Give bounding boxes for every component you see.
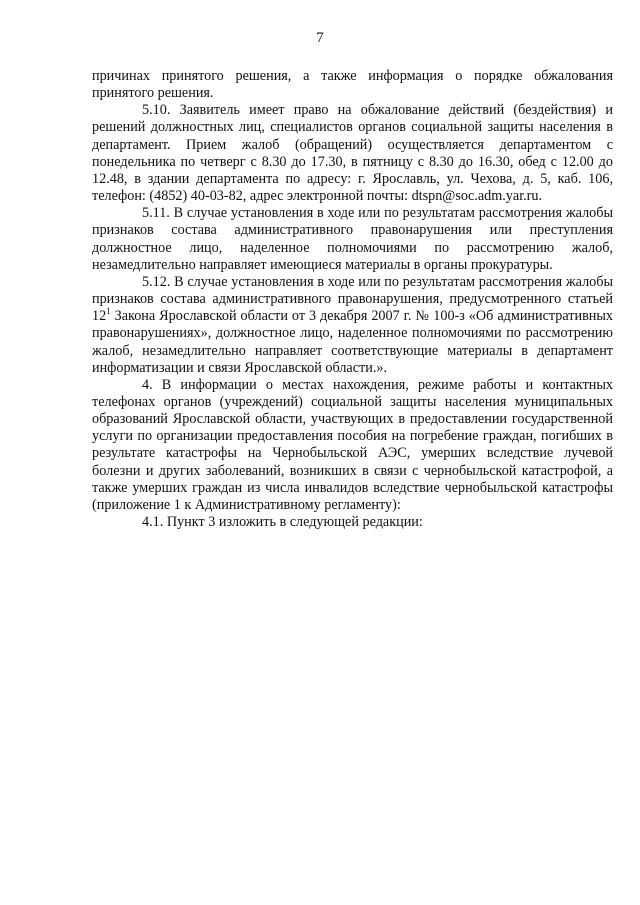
paragraph-4-1: 4.1. Пункт 3 изложить в следующей редакции: <box>142 514 423 531</box>
paragraph-5-12-text-after: Закона Ярославской области от 3 декабря 2007 г. № 100-з «Об административных правонарушениях», должностное лицо, наделенное полномочиями по рассмотрению жалоб, незамедлительно направляет соответствующие материалы в департамент информатизации и связи Ярославской области.». <box>92 308 613 376</box>
paragraph-5-12-text-before: 5.12. В случае установления в ходе или по результатам рассмотрения жалобы признаков состава административного правонарушения, предусмотренного статьей 12 <box>92 273 613 325</box>
paragraph-5-12 <box>92 274 613 377</box>
page-number: 7 <box>316 30 324 46</box>
document-body <box>92 68 613 531</box>
paragraph-4: 4. В информации о местах нахождения, режиме работы и контактных телефонах органов (учреждений) социальной защиты населения муниципальных образований Ярославской области, участвующих в предоставлении государственной услуги по организации предоставления пособия на погребение граждан, погибших в результате катастрофы на Чернобыльской АЭС, умерших вследствие лучевой болезни и других заболеваний, возникших в связи с чернобыльской катастрофой, а также умерших граждан из числа инвалидов вследствие чернобыльской катастрофы (приложение 1 к Административному регламенту): <box>92 376 613 513</box>
paragraph-5-10: 5.10. Заявитель имеет право на обжалование действий (бездействия) и решений должностных лиц, специалистов органов социальной защиты населения в департамент. Прием жалоб (обращений) осуществляется департаментом с понедельника по четверг с 8.30 до 17.30, в пятницу с 8.30 до 16.30, обед с 12.00 до 12.48, в здании департамента по адресу: г. Ярославль, ул. Чехова, д. 5, каб. 106, телефон: (4852) 40-03-82, адрес электронной почты: dtspn@soc.adm.yar.ru. <box>92 102 613 205</box>
article-superscript: 1 <box>106 306 111 317</box>
paragraph-continuation: причинах принятого решения, а также информация о порядке обжалования принятого решения. <box>92 68 613 102</box>
paragraph-5-11: 5.11. В случае установления в ходе или по результатам рассмотрения жалобы признаков состава административного правонарушения или преступления должностное лицо, наделенное полномочиями по рассмотрению жалоб, незамедлительно направляет имеющиеся материалы в органы прокуратуры. <box>92 205 613 273</box>
